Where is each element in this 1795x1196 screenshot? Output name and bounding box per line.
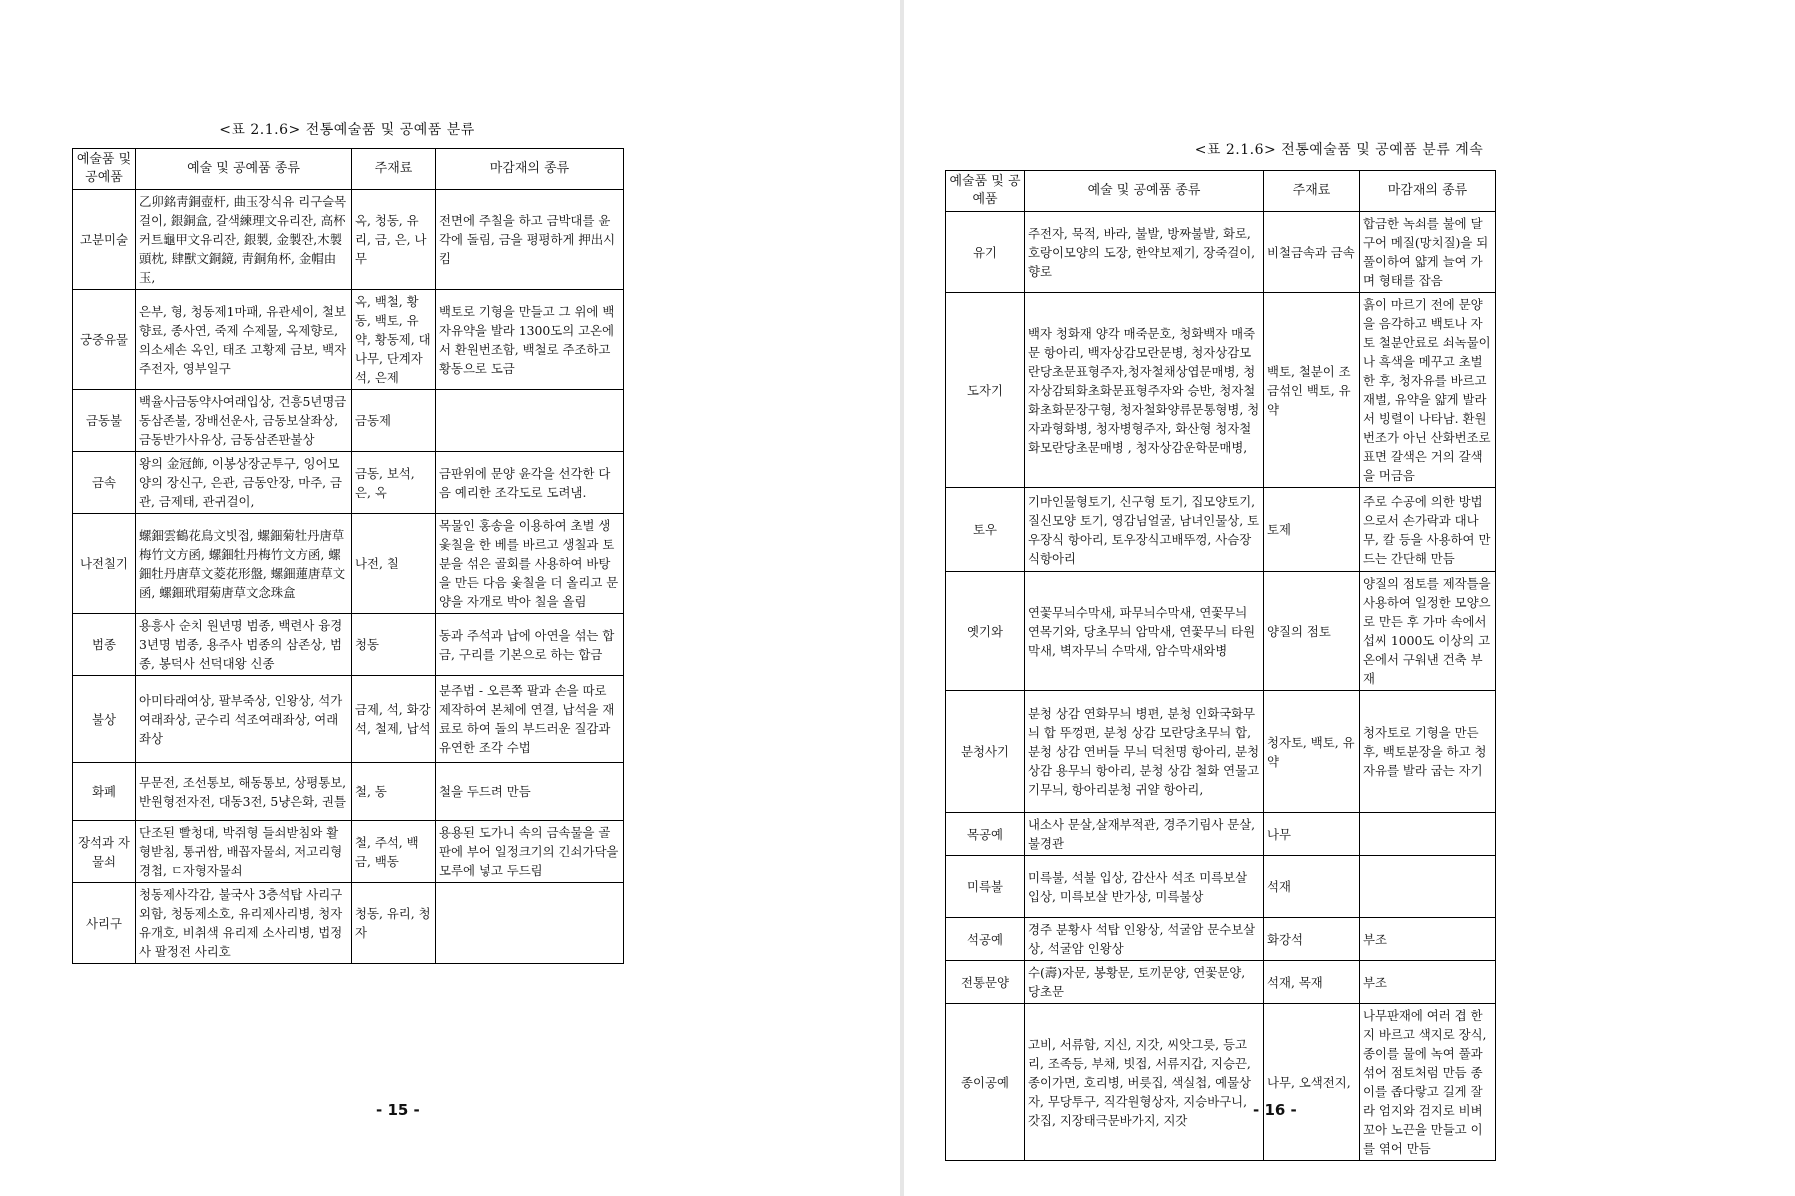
page-16: [904, 0, 1795, 1196]
material-cell: 금제, 석, 화강석, 철제, 납석: [352, 676, 436, 763]
table-row: [946, 918, 1496, 961]
category-cell: 분청사기: [946, 691, 1025, 813]
material-cell: 비철금속과 금속: [1264, 212, 1360, 293]
category-cell: 도자기: [946, 293, 1025, 488]
finish-cell: [436, 883, 624, 964]
table-row: [73, 190, 624, 290]
kinds-cell: 미륵불, 석불 입상, 감산사 석조 미륵보살 입상, 미륵보살 반가상, 미륵불상: [1025, 856, 1264, 918]
classification-table: [945, 170, 1496, 1161]
kinds-cell: 용흥사 순치 원년명 범종, 백련사 융경3년명 범종, 용주사 범종의 삼존상, 범종, 봉덕사 선덕대왕 신종: [136, 614, 352, 676]
table-row: [73, 452, 624, 514]
category-cell: 전통문양: [946, 961, 1025, 1004]
material-cell: 토제: [1264, 488, 1360, 572]
table-row: [946, 488, 1496, 572]
header-finish: 마감재의 종류: [1360, 171, 1496, 212]
category-cell: 불상: [73, 676, 136, 763]
material-cell: 석재: [1264, 856, 1360, 918]
finish-cell: 합금한 녹쇠를 불에 달구어 메질(망치질)을 되풀이하여 얇게 늘여 가며 형태를 잡음: [1360, 212, 1496, 293]
material-cell: 옥, 백철, 황동, 백토, 유약, 황동제, 대나무, 단계자석, 은제: [352, 290, 436, 390]
category-cell: 옛기와: [946, 572, 1025, 691]
material-cell: 청동, 유리, 청자: [352, 883, 436, 964]
header-category: 예술품 및 공예품: [946, 171, 1025, 212]
category-cell: 장석과 자물쇠: [73, 821, 136, 883]
category-cell: 목공예: [946, 813, 1025, 856]
category-cell: 금속: [73, 452, 136, 514]
finish-cell: 나무판재에 여러 겹 한지 바르고 색지로 장식, 종이를 물에 녹여 풀과 섞어 점토처럼 만듬 종이를 좁다랗고 길게 잘라 엄지와 검지로 비벼 꼬아 노끈을 만들고 이를 엮어 만듬: [1360, 1004, 1496, 1161]
category-cell: 고분미술: [73, 190, 136, 290]
finish-cell: 금판위에 문양 윤각을 선각한 다음 예리한 조각도로 도려냄.: [436, 452, 624, 514]
table-row: [73, 290, 624, 390]
page-number: - 15 -: [376, 1101, 420, 1119]
header-material: 주재료: [352, 149, 436, 190]
category-cell: 토우: [946, 488, 1025, 572]
category-cell: 석공예: [946, 918, 1025, 961]
category-cell: 범종: [73, 614, 136, 676]
table-row: [73, 614, 624, 676]
finish-cell: 철을 두드려 만듬: [436, 763, 624, 821]
header-material: 주재료: [1264, 171, 1360, 212]
category-cell: 금동불: [73, 390, 136, 452]
material-cell: 나전, 칠: [352, 514, 436, 614]
material-cell: 철, 동: [352, 763, 436, 821]
material-cell: 청자토, 백토, 유약: [1264, 691, 1360, 813]
material-cell: 백토, 철분이 조금섞인 백토, 유약: [1264, 293, 1360, 488]
kinds-cell: 수(壽)자문, 봉황문, 토끼문양, 연꽃문양, 당초문: [1025, 961, 1264, 1004]
kinds-cell: 단조된 빨청대, 박쥐형 들쇠받침와 활형받침, 통귀쌈, 배꼽자물쇠, 저고리형경첩, ㄷ자형자물쇠: [136, 821, 352, 883]
table-row: [946, 691, 1496, 813]
finish-cell: 목물인 홍송을 이용하여 초벌 생옻칠을 한 베를 바르고 생칠과 토분을 섞은 골회를 사용하여 바탕을 만든 다음 옻칠을 더 올리고 문양을 자개로 박아 칠을 올림: [436, 514, 624, 614]
material-cell: 철, 주석, 백금, 백동: [352, 821, 436, 883]
finish-cell: [1360, 813, 1496, 856]
finish-cell: 양질의 점토를 제작틀을 사용하여 일정한 모양으로 만든 후 가마 속에서 섭씨 1000도 이상의 고온에서 구워낸 건축 부재: [1360, 572, 1496, 691]
table-caption: <표 2.1.6> 전통예술품 및 공예품 분류: [219, 122, 475, 138]
table-row: [73, 514, 624, 614]
material-cell: 금동, 보석, 은, 옥: [352, 452, 436, 514]
material-cell: 옥, 청동, 유리, 금, 은, 나무: [352, 190, 436, 290]
finish-cell: 부조: [1360, 961, 1496, 1004]
table-row: [946, 572, 1496, 691]
finish-cell: 동과 주석과 납에 아연을 섞는 합금, 구리를 기본으로 하는 합금: [436, 614, 624, 676]
table-row: [946, 293, 1496, 488]
kinds-cell: 고비, 서류함, 지신, 지갓, 씨앗그릇, 등고리, 조족등, 부채, 빗접, 서류지갑, 지승끈, 종이가면, 호리병, 버릇집, 색실첩, 예물상자, 무당투구, 직각원형상자, 지승바구니, 갓집, 지장태극문바가지, 지갓: [1025, 1004, 1264, 1161]
finish-cell: [436, 390, 624, 452]
table-row: [946, 212, 1496, 293]
kinds-cell: 螺鈿雲鶴花鳥文빗접, 螺鈿菊牡丹唐草梅竹文方函, 螺鈿牡丹梅竹文方函, 螺鈿牡丹唐草文菱花形盤, 螺鈿蓮唐草文函, 螺鈿玳瑁菊唐草文念珠盒: [136, 514, 352, 614]
header-finish: 마감재의 종류: [436, 149, 624, 190]
header-kinds: 예술 및 공예품 종류: [136, 149, 352, 190]
category-cell: 궁중유물: [73, 290, 136, 390]
table-row: [73, 676, 624, 763]
kinds-cell: 왕의 金冠飾, 이봉상장군투구, 잉어모양의 장신구, 은관, 금동안장, 마주, 금관, 금제태, 관귀걸이,: [136, 452, 352, 514]
header-kinds: 예술 및 공예품 종류: [1025, 171, 1264, 212]
finish-cell: 흙이 마르기 전에 문양을 음각하고 백토나 자토 철분안료로 쇠녹물이나 흑색을 메꾸고 초벌한 후, 청자유를 바르고 재벌, 유약을 얇게 발라서 빙렬이 나타남. 환원번조가 아닌 산화번조로 표면 갈색은 거의 갈색을 머금음: [1360, 293, 1496, 488]
material-cell: 청동: [352, 614, 436, 676]
finish-cell: 백토로 기형을 만들고 그 위에 백자유약을 발라 1300도의 고온에서 환원번조함, 백철로 주조하고 황동으로 도금: [436, 290, 624, 390]
kinds-cell: 경주 분황사 석탑 인왕상, 석굴암 문수보살상, 석굴암 인왕상: [1025, 918, 1264, 961]
finish-cell: 용용된 도가니 속의 금속물을 골판에 부어 일정크기의 긴쇠가닥을 모루에 넣고 두드림: [436, 821, 624, 883]
kinds-cell: 아미타래여상, 팔부죽상, 인왕상, 석가여래좌상, 군수리 석조여래좌상, 여래좌상: [136, 676, 352, 763]
kinds-cell: 청동제사각감, 불국사 3층석탑 사리구외함, 청동제소호, 유리제사리병, 청자유개호, 비취색 유리제 소사리병, 법정사 팔정전 사리호: [136, 883, 352, 964]
table-caption: <표 2.1.6> 전통예술품 및 공예품 분류 계속: [1194, 142, 1484, 158]
kinds-cell: 백율사금동약사여래입상, 건흥5년명금동삼존불, 장배선운사, 금동보살좌상, 금동반가사유상, 금동삼존판불상: [136, 390, 352, 452]
finish-cell: 전면에 주칠을 하고 금박대를 윤각에 돌림, 금을 평평하게 押出시킴: [436, 190, 624, 290]
finish-cell: 분주법 - 오른쪽 팔과 손을 따로 제작하여 본체에 연결, 납석을 재료로 하여 돌의 부드러운 질감과 유연한 조각 수법: [436, 676, 624, 763]
kinds-cell: 乙卯銘靑銅壺杆, 曲玉장식유 리구슬목걸이, 銀銅盒, 갈색練理文유리잔, 高杯커트龜甲文유리잔, 銀製, 金製잔,木製頭枕, 肆獸文銅鏡, 靑銅角杯, 金帽由玉,: [136, 190, 352, 290]
table-row: [73, 821, 624, 883]
material-cell: 양질의 점토: [1264, 572, 1360, 691]
table-row: [73, 763, 624, 821]
category-cell: 화폐: [73, 763, 136, 821]
category-cell: 종이공예: [946, 1004, 1025, 1161]
kinds-cell: 무문전, 조선통보, 해동통보, 상평통보, 반원형전자전, 대동3전, 5냥은화, 권틀: [136, 763, 352, 821]
kinds-cell: 내소사 문살,살재부적관, 경주기림사 문살, 불경관: [1025, 813, 1264, 856]
table-row: [73, 390, 624, 452]
kinds-cell: 은부, 형, 청동제1마패, 유관세이, 철보향료, 종사연, 죽제 수제물, 옥제향로, 의소세손 옥인, 태조 고황제 금보, 백자 주전자, 영부일구: [136, 290, 352, 390]
finish-cell: 주로 수공에 의한 방법으로서 손가락과 대나무, 칼 등을 사용하여 만드는 간단해 만듬: [1360, 488, 1496, 572]
table-row: [946, 813, 1496, 856]
header-category: 예술품 및 공예품: [73, 149, 136, 190]
kinds-cell: 분청 상감 연화무늬 병편, 분청 인화국화무늬 합 뚜껑편, 분청 상감 모란당초무늬 합, 분청 상감 연버들 무늬 덕천명 항아리, 분청 상감 용무늬 항아리, 분청 상감 철화 연물고기무늬, 항아리분청 귀얄 항아리,: [1025, 691, 1264, 813]
category-cell: 유기: [946, 212, 1025, 293]
material-cell: 석재, 목재: [1264, 961, 1360, 1004]
finish-cell: [1360, 856, 1496, 918]
kinds-cell: 기마인물형토기, 신구형 토기, 집모양토기, 질신모양 토기, 영감님얼굴, 남녀인물상, 토우장식 항아리, 토우장식고배뚜껑, 사슴장식항아리: [1025, 488, 1264, 572]
table-row: [946, 1004, 1496, 1161]
material-cell: 금동제: [352, 390, 436, 452]
finish-cell: 청자토로 기형을 만든 후, 백토분장을 하고 청자유를 발라 굽는 자기: [1360, 691, 1496, 813]
table-row: [946, 856, 1496, 918]
category-cell: 나전칠기: [73, 514, 136, 614]
kinds-cell: 연꽃무늬수막새, 파무늬수막새, 연꽃무늬 연목기와, 당초무늬 암막새, 연꽃무늬 타원막새, 벽자무늬 수막새, 암수막새와병: [1025, 572, 1264, 691]
material-cell: 나무: [1264, 813, 1360, 856]
category-cell: 미륵불: [946, 856, 1025, 918]
kinds-cell: 주전자, 묵적, 바라, 불발, 방짜불발, 화로, 호랑이모양의 도장, 한약보제기, 장죽걸이, 향로: [1025, 212, 1264, 293]
kinds-cell: 백자 청화재 양각 매죽문호, 청화백자 매죽문 항아리, 백자상감모란문병, 청자상감모란당초문표형주자,청자철채상엽문매병, 청자상감퇴화초화문표형주자와 승반, 청자철화초화문장구형, 청자철화양류문통형병, 청자과형화병, 청자병형주자, 화산형 청자철화모란당초문매병 , 청자상감운학문매병,: [1025, 293, 1264, 488]
category-cell: 사리구: [73, 883, 136, 964]
page-number: - 16 -: [1253, 1101, 1297, 1119]
material-cell: 화강석: [1264, 918, 1360, 961]
finish-cell: 부조: [1360, 918, 1496, 961]
table-row: [946, 961, 1496, 1004]
material-cell: 나무, 오색전지,: [1264, 1004, 1360, 1161]
classification-table: [72, 148, 624, 964]
table-row: [73, 883, 624, 964]
